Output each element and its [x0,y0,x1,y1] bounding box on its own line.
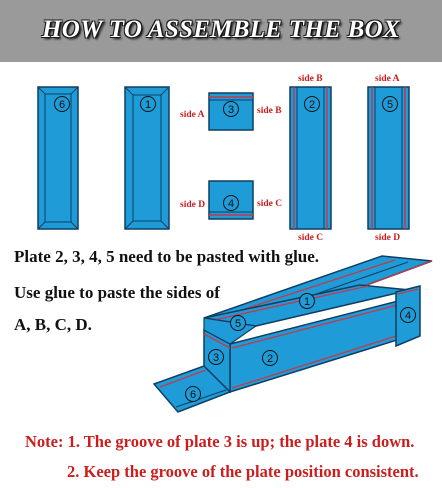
side-c-label-plate4: side C [257,199,283,209]
plate-2-number: 2 [308,99,316,111]
side-b-label-plate3: side B [257,106,282,116]
plate-3-number: 3 [227,104,235,116]
side-a-label-plate5: side A [375,74,400,84]
plate-4 [209,181,253,219]
box-plate-6-number: 6 [189,389,197,401]
instruction-line-1: Plate 2, 3, 4, 5 need to be pasted with glue. [14,247,320,266]
side-c-label-plate2: side C [298,233,324,243]
box-plate-3-number: 3 [212,352,220,364]
assembled-box [154,256,432,412]
plate-6-number: 6 [58,99,66,111]
side-a-label-plate3: side A [180,110,205,120]
note-1: Note: 1. The groove of plate 3 is up; the plate 4 is down. [25,432,415,451]
plate-5 [368,87,409,229]
side-d-label-plate5: side D [375,233,401,243]
box-plate-5-number: 5 [234,318,242,330]
box-plate-4-number: 4 [404,310,412,322]
instruction-line-2: Use glue to paste the sides of [14,283,220,302]
side-b-label-plate2: side B [298,74,323,84]
plate-1 [125,87,169,229]
side-d-label-plate4: side D [180,200,206,210]
plate-6 [38,87,78,229]
plate-3 [209,93,253,130]
note-2: 2. Keep the groove of the plate position consistent. [67,462,419,481]
plate-1-number: 1 [144,99,152,111]
instruction-line-3: A, B, C, D. [14,315,92,334]
header-title: HOW TO ASSEMBLE THE BOX [42,16,400,43]
plate-2 [290,87,331,229]
plate-4-number: 4 [227,198,235,210]
box-plate-1-number: 1 [303,296,311,308]
plate-5-number: 5 [386,99,394,111]
box-plate-2-number: 2 [266,353,274,365]
